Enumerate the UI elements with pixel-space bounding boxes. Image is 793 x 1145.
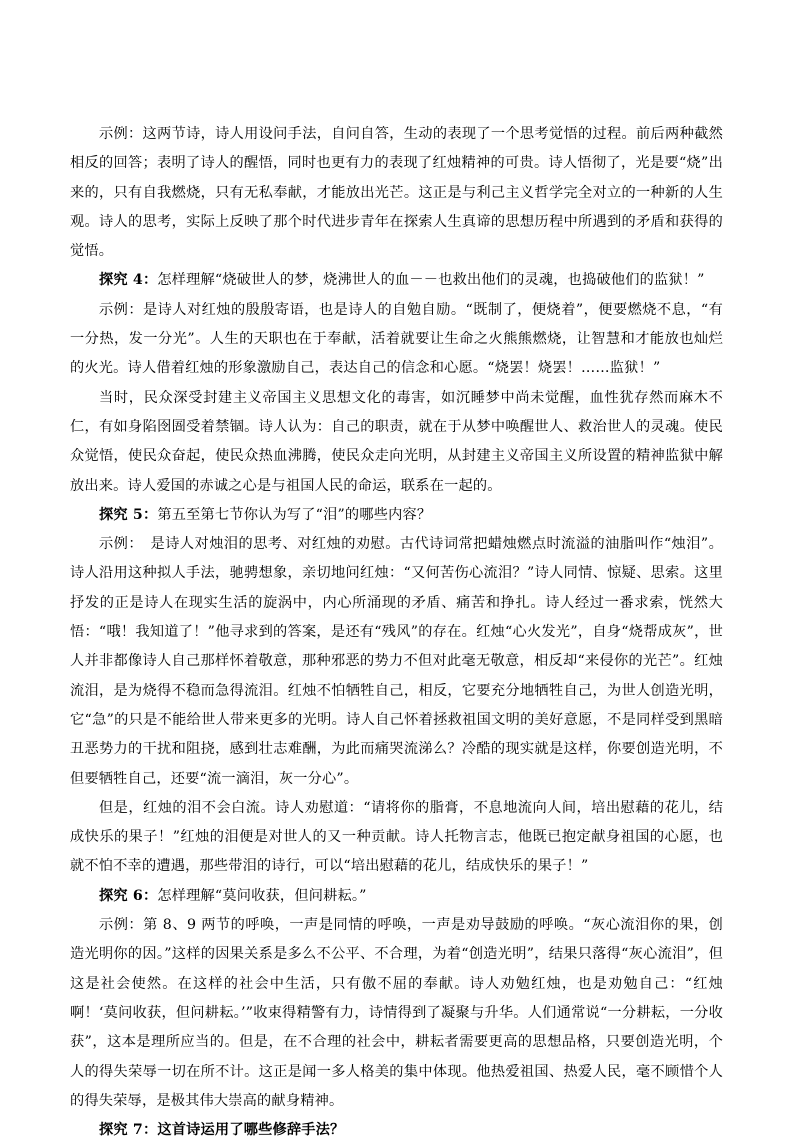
example-paragraph-2: 示例：是诗人对红烛的殷殷寄语，也是诗人的自勉自励。“既制了，便烧着”，便要燃烧不息，“有一分热，发一分光”。人生的天职也在于奉献，活着就要让生命之火熊熊燃烧，让智慧和才能放也灿烂的火光。诗人借着红烛的形象激励自己，表达自己的信念和心愿。“烧罢！烧罢！……监狱！”: [70, 301, 723, 377]
question-6: [70, 882, 723, 911]
document-page: [70, 120, 723, 1145]
example-paragraph-1: 示例：这两节诗，诗人用设问手法，自问自答，生动的表现了一个思考觉悟的过程。前后两种截然相反的回答；表明了诗人的醒悟，同时也更有力的表现了红烛精神的可贵。诗人悟彻了，光是要“烧”出来的，只有自我燃烧，只有无私奉献，才能放出光芒。这正是与利己主义哲学完全对立的一种新的人生观。诗人的思考，实际上反映了那个时代进步青年在探索人生真谛的思想历程中所遇到的矛盾和获得的觉悟。: [70, 126, 723, 260]
body-paragraph-2: 但是，红烛的泪不会白流。诗人劝慰道：“请将你的脂膏，不息地流向人间，培出慰藉的花儿，结成快乐的果子！”红烛的泪便是对世人的又一种贡献。诗人托物言志，他既已抱定献身祖国的心愿，也就不怕不幸的遭遇，那些带泪的诗行，可以“培出慰藉的花儿，结成快乐的果子！”: [70, 799, 723, 875]
question-5-text: 第五至第七节你认为写了“泪”的哪些内容？: [157, 506, 432, 523]
question-4-text: 怎样理解“烧破世人的梦，烧沸世人的血－－也救出他们的灵魂，也捣破他们的监狱！”: [157, 272, 705, 289]
question-4-label: 探究 4：: [99, 272, 158, 289]
question-7: [70, 1116, 723, 1145]
question-6-text: 怎样理解“莫问收获，但问耕耘。”: [157, 887, 367, 904]
example-paragraph-3: 示例： 是诗人对烛泪的思考、对红烛的劝慰。古代诗词常把蜡烛燃点时流溢的油脂叫作“烛泪”。诗人沿用这种拟人手法，驰骋想象，亲切地问红烛：“又何苦伤心流泪？”诗人同情、惊疑、思索。这里抒发的正是诗人在现实生活的旋涡中，内心所涌现的矛盾、痛苦和挣扎。诗人经过一番求索，恍然大悟：“哦！我知道了！”他寻求到的答案，是还有“残风”的存在。红烛“心火发光”，自身“烧帮成灰”，世人并非都像诗人自己那样怀着敬意，那种邪恶的势力不但对此毫无敬意，相反却“来侵你的光芒”。红烛流泪，是为烧得不稳而急得流泪。红烛不怕牺牲自己，相反，它要充分地牺牲自己，为世人创造光明，它“急”的只是不能给世人带来更多的光明。诗人自己怀着拯救祖国文明的美好意愿，不是同样受到黑暗丑恶势力的干扰和阻挠，感到壮志难酬，为此而痛哭流涕么？冷酷的现实就是这样，你要创造光明，不但要牺牲自己，还要“流一滴泪，灰一分心”。: [70, 536, 723, 787]
question-4: [70, 266, 723, 295]
question-7-label: 探究 7：: [99, 1122, 158, 1139]
question-7-text: 这首诗运用了哪些修辞手法？: [157, 1122, 345, 1139]
question-5: [70, 501, 723, 530]
body-paragraph-1: 当时，民众深受封建主义帝国主义思想文化的毒害，如沉睡梦中尚未觉醒，血性犹存然而麻木不仁，有如身陷囹圄受着禁锢。诗人认为：自己的职责，就在于从梦中唤醒世人、救治世人的灵魂。使民众觉悟，使民众奋起，使民众热血沸腾，使民众走向光明，从封建主义帝国主义所设置的精神监狱中解放出来。诗人爱国的赤诚之心是与祖国人民的命运，联系在一起的。: [70, 389, 723, 494]
example-paragraph-4: 示例：第 8、9 两节的呼唤，一声是同情的呼唤，一声是劝导鼓励的呼唤。“灰心流泪你的果，创造光明你的因。”这样的因果关系是多么不公平、不合理，为着“创造光明”，结果只落得“灰心流泪”，但这是社会使然。在这样的社会中生活，只有傲不屈的奉献。诗人劝勉红烛，也是劝勉自己：“红烛啊！‘莫问收获，但问耕耘。’”收束得精警有力，诗情得到了凝聚与升华。人们通常说“一分耕耘，一分收获”，这本是理所应当的。但是，在不合理的社会中，耕耘者需要更高的思想品格，只要创造光明，个人的得失荣辱一切在所不计。这正是闻一多人格美的集中体现。他热爱祖国、热爱人民，毫不顾惜个人的得失荣辱，是极其伟大崇高的献身精神。: [70, 917, 723, 1109]
question-6-label: 探究 6：: [99, 887, 158, 904]
question-5-label: 探究 5：: [99, 506, 158, 523]
